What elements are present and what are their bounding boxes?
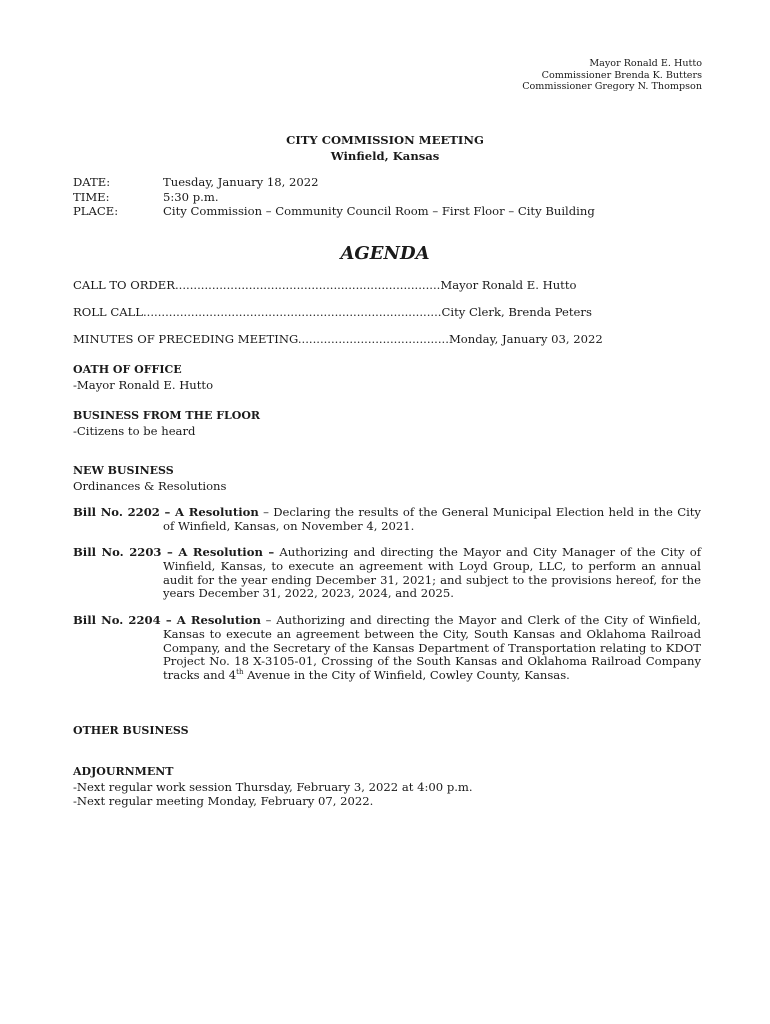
call-to-order-line <box>73 278 576 292</box>
place-row <box>73 204 595 219</box>
date-row <box>73 175 595 190</box>
official-commissioner-butters: Commissioner Brenda K. Butters <box>541 69 702 81</box>
call-to-order-dots: ........................................................................ <box>174 278 441 292</box>
place-label: PLACE: <box>73 204 119 218</box>
bill-2204 <box>73 614 701 683</box>
officials-list <box>522 58 702 93</box>
adjournment-heading: ADJOURNMENT <box>73 765 174 778</box>
bill-2204-text-end: Avenue in the City of Winfield, Cowley County, Kansas. <box>243 668 570 683</box>
oath-section <box>73 363 213 392</box>
official-commissioner-thompson: Commissioner Gregory N. Thompson <box>522 81 702 92</box>
bill-2203-number: Bill No. 2203 – A Resolution – <box>73 545 275 559</box>
roll-call-dots: ................................................................................. <box>142 305 442 319</box>
call-to-order-label: CALL TO ORDER <box>73 278 175 292</box>
meeting-title-block <box>0 132 770 164</box>
adjournment-line-work-session: -Next regular work session Thursday, February 3, 2022 at 4:00 p.m. <box>73 779 473 794</box>
oath-heading: OATH OF OFFICE <box>73 363 182 376</box>
new-business-section <box>73 464 226 493</box>
time-row <box>73 190 595 205</box>
roll-call-label: ROLL CALL <box>73 305 143 319</box>
minutes-dots: ......................................... <box>297 332 449 346</box>
place-value: City Commission – Community Council Room – First Floor – City Building <box>163 204 595 218</box>
other-business-section <box>73 724 189 739</box>
bill-2204-number: Bill No. 2204 – A Resolution <box>73 613 261 627</box>
call-to-order-value: Mayor Ronald E. Hutto <box>440 278 577 292</box>
adjournment-line-meeting: -Next regular meeting Monday, February 07, 2022. <box>73 794 374 808</box>
bill-2203 <box>73 546 701 601</box>
official-mayor: Mayor Ronald E. Hutto <box>589 58 702 69</box>
time-label: TIME: <box>73 189 110 204</box>
adjournment-section <box>73 765 473 809</box>
time-value: 5:30 p.m. <box>163 189 219 204</box>
floor-line: -Citizens to be heard <box>73 423 196 438</box>
minutes-label: MINUTES OF PRECEDING MEETING <box>73 332 298 346</box>
date-label: DATE: <box>73 175 111 189</box>
new-business-subheading: Ordinances & Resolutions <box>73 478 227 493</box>
roll-call-line <box>73 305 592 319</box>
agenda-title: AGENDA <box>340 243 430 264</box>
bill-2202-text: – Declaring the results of the General Municipal Election held in the City of Winfield, Kansas, on November 4, 2021. <box>163 505 701 533</box>
bill-2202-number: Bill No. 2202 – A Resolution <box>73 505 259 519</box>
bill-2204-text: – Authorizing and directing the Mayor and Clerk of the City of Winfield, Kansas to execute an agreement between the City, South Kansas and Oklahoma Railroad Company, and the Secretary of the Kansas Department of Transportation relating to KDOT Project No. 18 X-3105-01, Crossing of the South Kansas and Oklahoma Railroad Company tracks and 4 <box>163 613 701 683</box>
minutes-line <box>73 332 603 346</box>
minutes-value: Monday, January 03, 2022 <box>448 332 603 346</box>
new-business-heading: NEW BUSINESS <box>73 464 174 477</box>
bill-2202 <box>73 506 701 534</box>
floor-section <box>73 409 260 438</box>
oath-line: -Mayor Ronald E. Hutto <box>73 377 214 392</box>
floor-heading: BUSINESS FROM THE FLOOR <box>73 409 261 422</box>
date-value: Tuesday, January 18, 2022 <box>163 175 319 189</box>
meeting-info <box>73 175 595 219</box>
meeting-title: CITY COMMISSION MEETING <box>286 133 484 147</box>
meeting-location: Winfield, Kansas <box>330 149 440 163</box>
roll-call-value: City Clerk, Brenda Peters <box>441 305 592 319</box>
other-business-heading: OTHER BUSINESS <box>73 724 189 737</box>
bill-2204-superscript: th <box>236 668 244 677</box>
bill-2203-text: Authorizing and directing the Mayor and City Manager of the City of Winfield, Kansas, to execute an agreement with Loyd Group, LLC, to perform an annual audit for the year ending December 31, 2021; and subject to the provisions hereof, for the years December 31, 2022, 2023, 2024, and 2025. <box>163 545 701 601</box>
